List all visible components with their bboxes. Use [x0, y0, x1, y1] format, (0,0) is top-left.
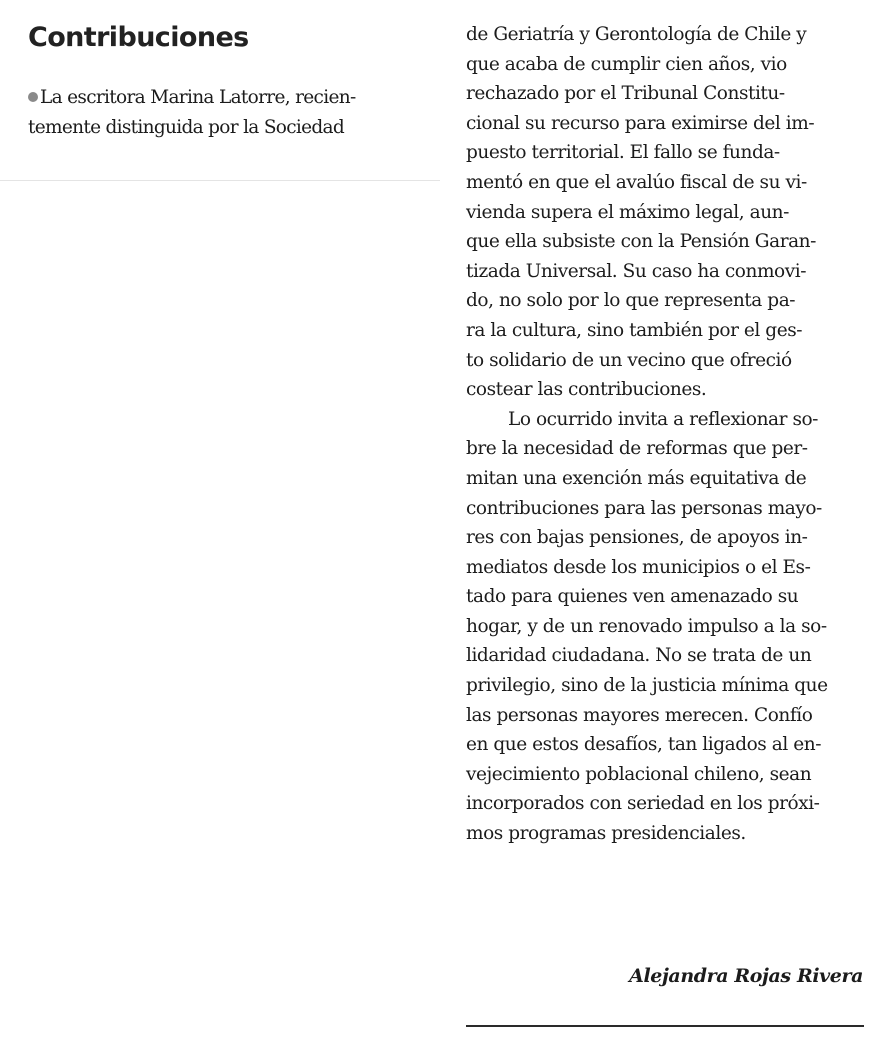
text-line: mos programas presidenciales.	[466, 823, 746, 845]
author-signature: Alejandra Rojas Rivera	[629, 965, 863, 987]
text-line: mentó en que el avalúo fiscal de su vi-	[466, 171, 807, 193]
text-line: vienda supera el máximo legal, aun-	[466, 201, 789, 223]
text-line: mitan una exención más equitativa de	[466, 467, 807, 489]
text-line: contribuciones para las personas mayo-	[466, 497, 822, 519]
text-line: res con bajas pensiones, de apoyos in-	[466, 527, 808, 549]
text-line: incorporados con seriedad en los próxi-	[466, 793, 820, 815]
text-line: to solidario de un vecino que ofreció	[466, 349, 792, 371]
text-line: costear las contribuciones.	[466, 379, 707, 401]
text-line: privilegio, sino de la justicia mínima que	[466, 675, 828, 697]
paragraph-2	[466, 405, 866, 849]
text-line: cional su recurso para eximirse del im-	[466, 112, 815, 134]
lead-line: La escritora Marina Latorre, recien-	[40, 87, 356, 108]
text-line: ra la cultura, sino también por el ges-	[466, 319, 803, 341]
text-line: hogar, y de un renovado impulso a la so-	[466, 615, 827, 637]
bullet-icon	[28, 92, 38, 102]
text-line: tado para quienes ven amenazado su	[466, 586, 799, 608]
text-line: que ella subsiste con la Pensión Garan-	[466, 231, 816, 253]
text-line: en que estos desafíos, tan ligados al en-	[466, 734, 822, 756]
text-line: mediatos desde los municipios o el Es-	[466, 556, 811, 578]
text-line: bre la necesidad de reformas que per-	[466, 438, 808, 460]
right-column	[466, 20, 866, 849]
left-column	[28, 18, 440, 141]
section-title: Contribuciones	[28, 22, 249, 53]
text-line: puesto territorial. El fallo se funda-	[466, 142, 780, 164]
text-line: las personas mayores merecen. Confío	[466, 704, 813, 726]
text-line: que acaba de cumplir cien años, vio	[466, 53, 787, 75]
text-line: vejecimiento poblacional chileno, sean	[466, 763, 812, 785]
text-line: tizada Universal. Su caso ha conmovi-	[466, 260, 807, 282]
paragraph-1	[466, 20, 866, 405]
text-line: do, no solo por lo que representa pa-	[466, 290, 796, 312]
bottom-divider	[466, 1025, 864, 1027]
text-line: lidaridad ciudadana. No se trata de un	[466, 645, 812, 667]
left-divider	[0, 180, 440, 181]
text-line: rechazado por el Tribunal Constitu-	[466, 83, 785, 105]
lead-paragraph	[28, 82, 440, 141]
text-line: de Geriatría y Gerontología de Chile y	[466, 24, 807, 45]
lead-line: temente distinguida por la Sociedad	[28, 116, 345, 138]
text-line: Lo ocurrido invita a reflexionar so-	[508, 408, 818, 430]
